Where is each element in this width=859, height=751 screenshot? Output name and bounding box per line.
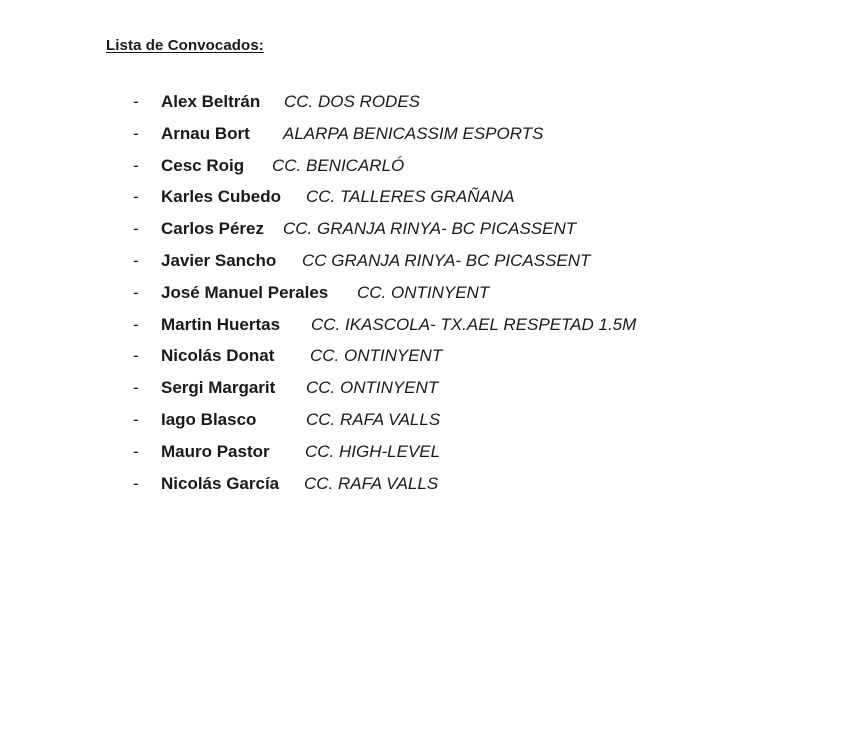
player-name: Iago Blasco [161, 410, 257, 429]
player-name: Nicolás Donat [161, 346, 275, 365]
bullet-dash: - [133, 219, 139, 238]
player-name: Arnau Bort [161, 124, 250, 143]
player-name: Nicolás García [161, 474, 280, 493]
player-name: José Manuel Perales [161, 283, 329, 302]
bullet-dash: - [133, 474, 139, 493]
player-club: CC. IKASCOLA- TX.AEL RESPETAD 1.5M [311, 315, 637, 334]
player-name: Cesc Roig [161, 156, 245, 175]
player-club: CC. ONTINYENT [357, 283, 490, 302]
player-club: CC. GRANJA RINYA- BC PICASSENT [283, 219, 577, 238]
bullet-dash: - [133, 156, 139, 175]
player-club: CC. BENICARLÓ [272, 156, 405, 175]
player-club: CC. ONTINYENT [310, 346, 443, 365]
player-club: ALARPA BENICASSIM ESPORTS [283, 124, 544, 143]
player-club: CC GRANJA RINYA- BC PICASSENT [302, 251, 591, 270]
bullet-dash: - [133, 187, 139, 206]
player-name: Javier Sancho [161, 251, 277, 270]
player-club: CC. RAFA VALLS [304, 474, 439, 493]
bullet-dash: - [133, 315, 139, 334]
player-name: Martin Huertas [161, 315, 281, 334]
bullet-dash: - [133, 283, 139, 302]
player-club: CC. TALLERES GRAÑANA [306, 187, 515, 206]
bullet-dash: - [133, 378, 139, 397]
player-club: CC. ONTINYENT [306, 378, 439, 397]
player-club: CC. HIGH-LEVEL [305, 442, 441, 461]
list-title: Lista de Convocados: [106, 37, 264, 54]
player-name: Mauro Pastor [161, 442, 270, 461]
player-club: CC. RAFA VALLS [306, 410, 441, 429]
bullet-dash: - [133, 346, 139, 365]
bullet-dash: - [133, 251, 139, 270]
player-name: Sergi Margarit [161, 378, 276, 397]
player-name: Carlos Pérez [161, 219, 264, 238]
bullet-dash: - [133, 410, 139, 429]
bullet-dash: - [133, 442, 139, 461]
bullet-dash: - [133, 124, 139, 143]
player-club: CC. DOS RODES [284, 92, 421, 111]
player-name: Karles Cubedo [161, 187, 281, 206]
bullet-dash: - [133, 92, 139, 111]
player-name: Alex Beltrán [161, 92, 261, 111]
